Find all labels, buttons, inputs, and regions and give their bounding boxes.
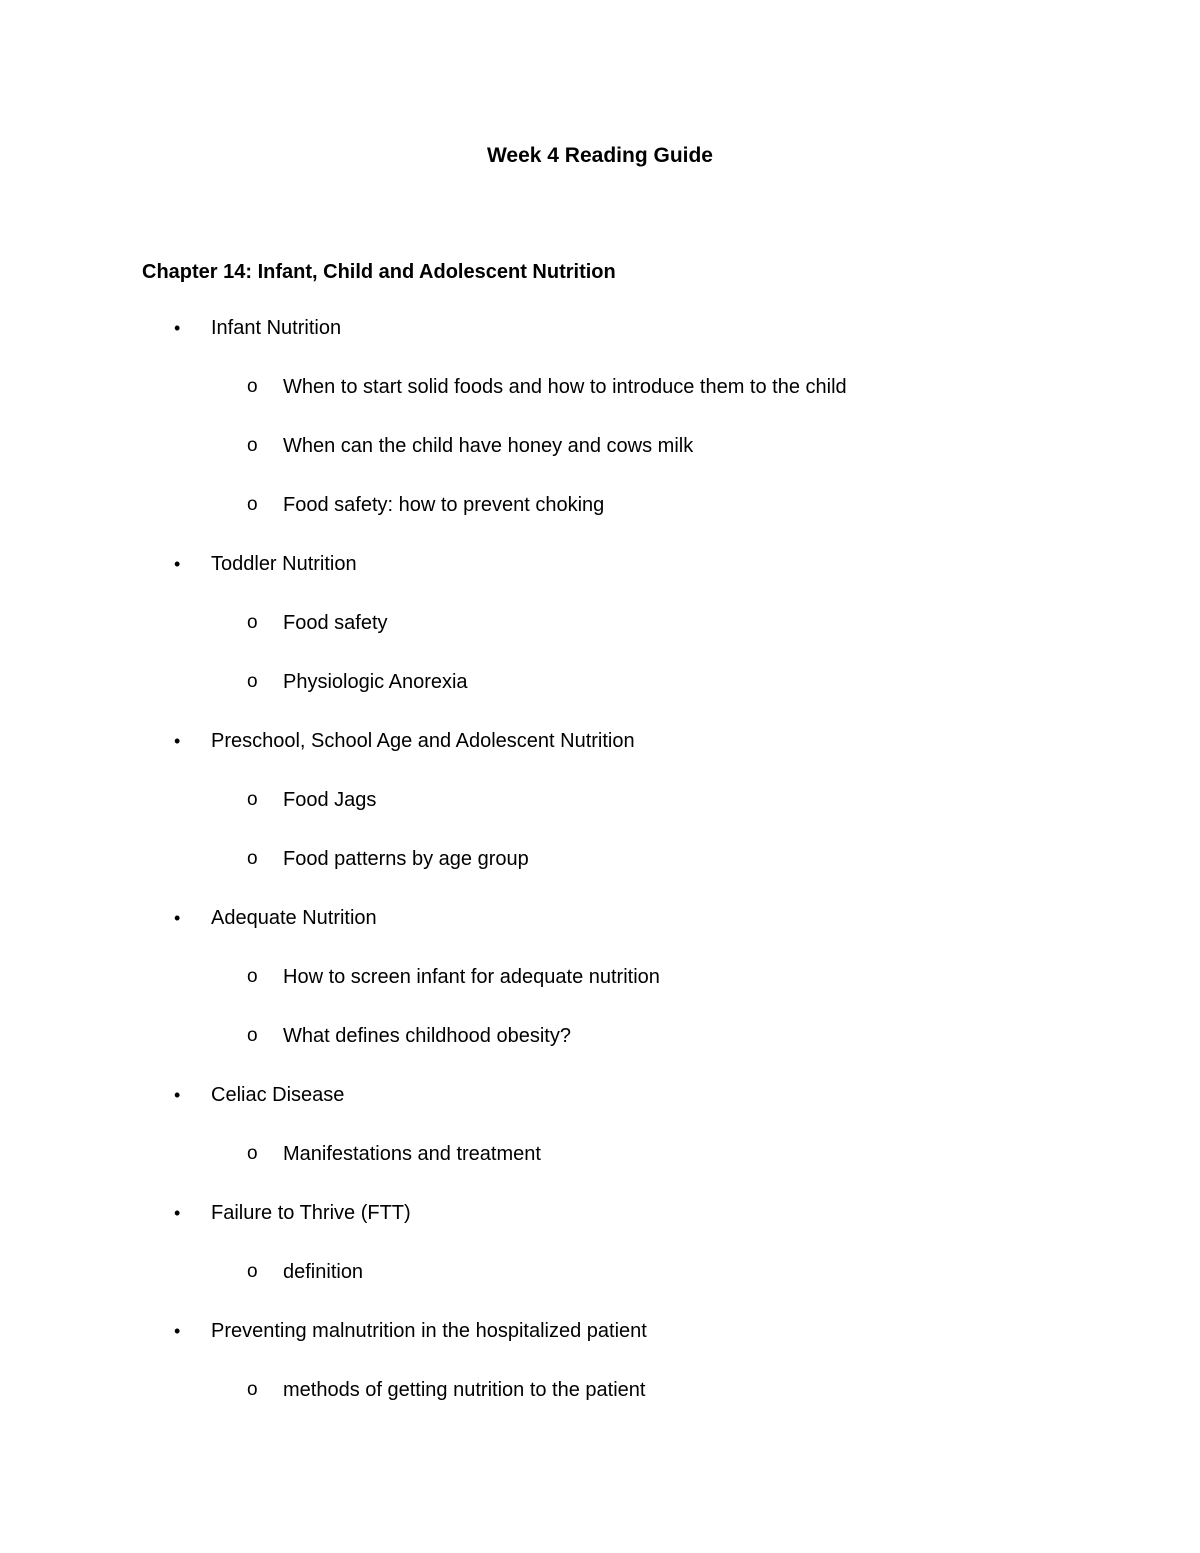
topic-item — [0, 312, 1200, 371]
subtopic-item — [0, 784, 1200, 843]
bullet-icon: • — [174, 318, 181, 338]
circle-bullet-icon: o — [247, 1379, 258, 1400]
subtopic-item — [0, 371, 1200, 430]
subtopic-item — [0, 1138, 1200, 1197]
subtopic-label: What defines childhood obesity? — [283, 1025, 571, 1047]
subtopic-item — [0, 607, 1200, 666]
circle-bullet-icon: o — [247, 966, 258, 987]
subtopic-item — [0, 1374, 1200, 1433]
topic-label: Adequate Nutrition — [211, 907, 377, 929]
subtopic-item — [0, 489, 1200, 548]
topic-item — [0, 1315, 1200, 1374]
circle-bullet-icon: o — [247, 435, 258, 456]
circle-bullet-icon: o — [247, 376, 258, 397]
topic-outline — [0, 312, 1200, 1433]
circle-bullet-icon: o — [247, 789, 258, 810]
subtopic-label: When to start solid foods and how to introduce them to the child — [283, 376, 847, 398]
subtopic-label: Food Jags — [283, 789, 377, 811]
subtopic-item — [0, 1256, 1200, 1315]
circle-bullet-icon: o — [247, 848, 258, 869]
subtopic-label: Food safety: how to prevent choking — [283, 494, 605, 516]
topic-label: Failure to Thrive (FTT) — [211, 1202, 411, 1224]
subtopic-item — [0, 666, 1200, 725]
topic-item — [0, 902, 1200, 961]
chapter-heading: Chapter 14: Infant, Child and Adolescent Nutrition — [142, 261, 616, 283]
circle-bullet-icon: o — [247, 1143, 258, 1164]
bullet-icon: • — [174, 731, 181, 751]
topic-item — [0, 548, 1200, 607]
subtopic-label: Physiologic Anorexia — [283, 671, 468, 693]
subtopic-label: Manifestations and treatment — [283, 1143, 541, 1165]
document-title: Week 4 Reading Guide — [486, 144, 713, 167]
bullet-icon: • — [174, 554, 181, 574]
topic-label: Celiac Disease — [211, 1084, 345, 1106]
subtopic-label: When can the child have honey and cows milk — [283, 435, 694, 457]
subtopic-label: Food safety — [283, 612, 388, 634]
topic-label: Preventing malnutrition in the hospitalized patient — [211, 1320, 647, 1342]
circle-bullet-icon: o — [247, 494, 258, 515]
subtopic-label: How to screen infant for adequate nutrition — [283, 966, 660, 988]
subtopic-item — [0, 430, 1200, 489]
bullet-icon: • — [174, 1321, 181, 1341]
subtopic-label: Food patterns by age group — [283, 848, 529, 870]
circle-bullet-icon: o — [247, 671, 258, 692]
subtopic-label: definition — [283, 1261, 364, 1283]
topic-item — [0, 1079, 1200, 1138]
topic-label: Infant Nutrition — [211, 317, 342, 339]
circle-bullet-icon: o — [247, 1261, 258, 1282]
topic-label: Preschool, School Age and Adolescent Nutrition — [211, 730, 635, 752]
subtopic-item — [0, 843, 1200, 902]
topic-item — [0, 1197, 1200, 1256]
bullet-icon: • — [174, 908, 181, 928]
topic-label: Toddler Nutrition — [211, 553, 357, 575]
subtopic-label: methods of getting nutrition to the patient — [283, 1379, 646, 1401]
bullet-icon: • — [174, 1203, 181, 1223]
bullet-icon: • — [174, 1085, 181, 1105]
subtopic-item — [0, 1020, 1200, 1079]
subtopic-item — [0, 961, 1200, 1020]
circle-bullet-icon: o — [247, 1025, 258, 1046]
circle-bullet-icon: o — [247, 612, 258, 633]
topic-item — [0, 725, 1200, 784]
